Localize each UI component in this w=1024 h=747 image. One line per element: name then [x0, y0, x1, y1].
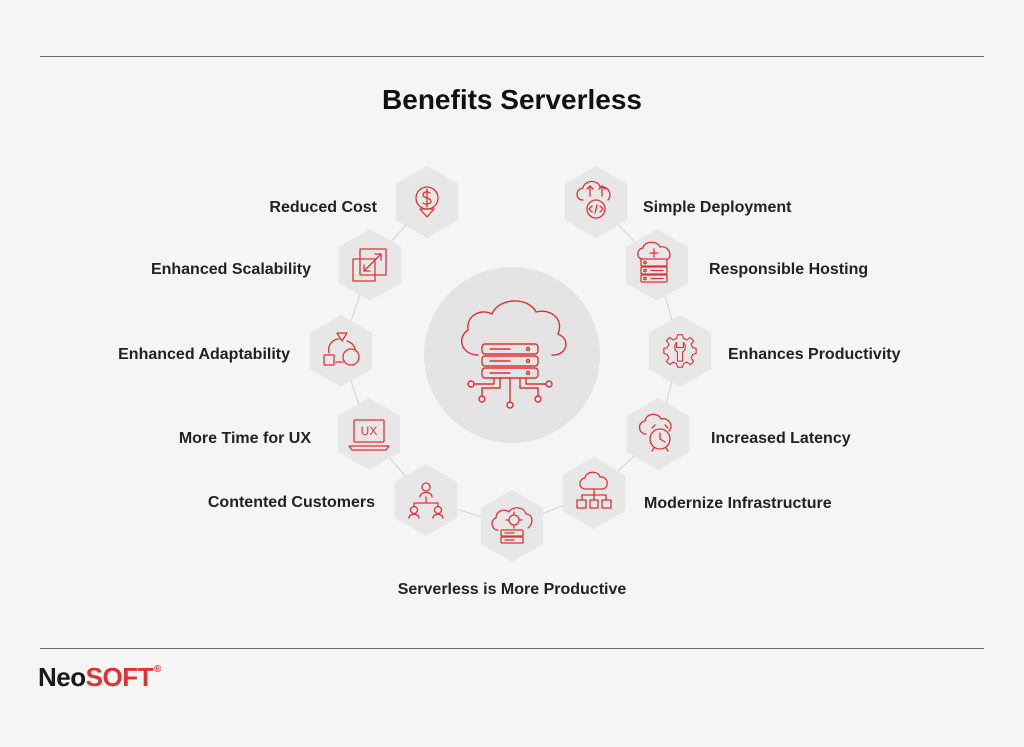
benefit-label-enhances-productivity: Enhances Productivity: [728, 346, 901, 363]
benefit-label-enhanced-scalability: Enhanced Scalability: [150, 261, 311, 278]
benefit-label-reduced-cost: Reduced Cost: [269, 199, 377, 216]
hexagon-badge: [649, 315, 711, 387]
benefit-label-increased-latency: Increased Latency: [711, 430, 851, 447]
benefit-label-simple-deployment: Simple Deployment: [643, 199, 792, 216]
benefit-node: [627, 398, 689, 470]
benefit-label-serverless-productive: Serverless is More Productive: [397, 581, 627, 598]
benefit-label-more-time-for-ux: More Time for UX: [178, 430, 311, 447]
benefit-node: [626, 229, 688, 301]
benefit-label-contented-customers: Contented Customers: [207, 494, 375, 511]
center-circle: [424, 267, 600, 443]
hexagon-badge: [626, 229, 688, 301]
page-title: Benefits Serverless: [382, 84, 642, 115]
benefit-node: [481, 490, 543, 562]
hexagon-badge: [565, 166, 627, 238]
benefit-node: [339, 229, 401, 301]
neosoft-logo: NeoSOFT®: [38, 662, 161, 692]
benefit-node: [565, 166, 627, 238]
benefit-node: [563, 457, 625, 529]
benefit-label-modernize-infrastructure: Modernize Infrastructure: [644, 495, 832, 512]
benefit-node: [310, 315, 372, 387]
benefit-label-responsible-hosting: Responsible Hosting: [709, 261, 869, 278]
hexagon-badge: [627, 398, 689, 470]
hexagon-badge: [481, 490, 543, 562]
hexagon-badge: [310, 315, 372, 387]
benefit-node: [396, 166, 458, 238]
benefit-node: [649, 315, 711, 387]
svg-text:UX: UX: [360, 424, 378, 438]
benefit-label-enhanced-adaptability: Enhanced Adaptability: [118, 346, 290, 363]
